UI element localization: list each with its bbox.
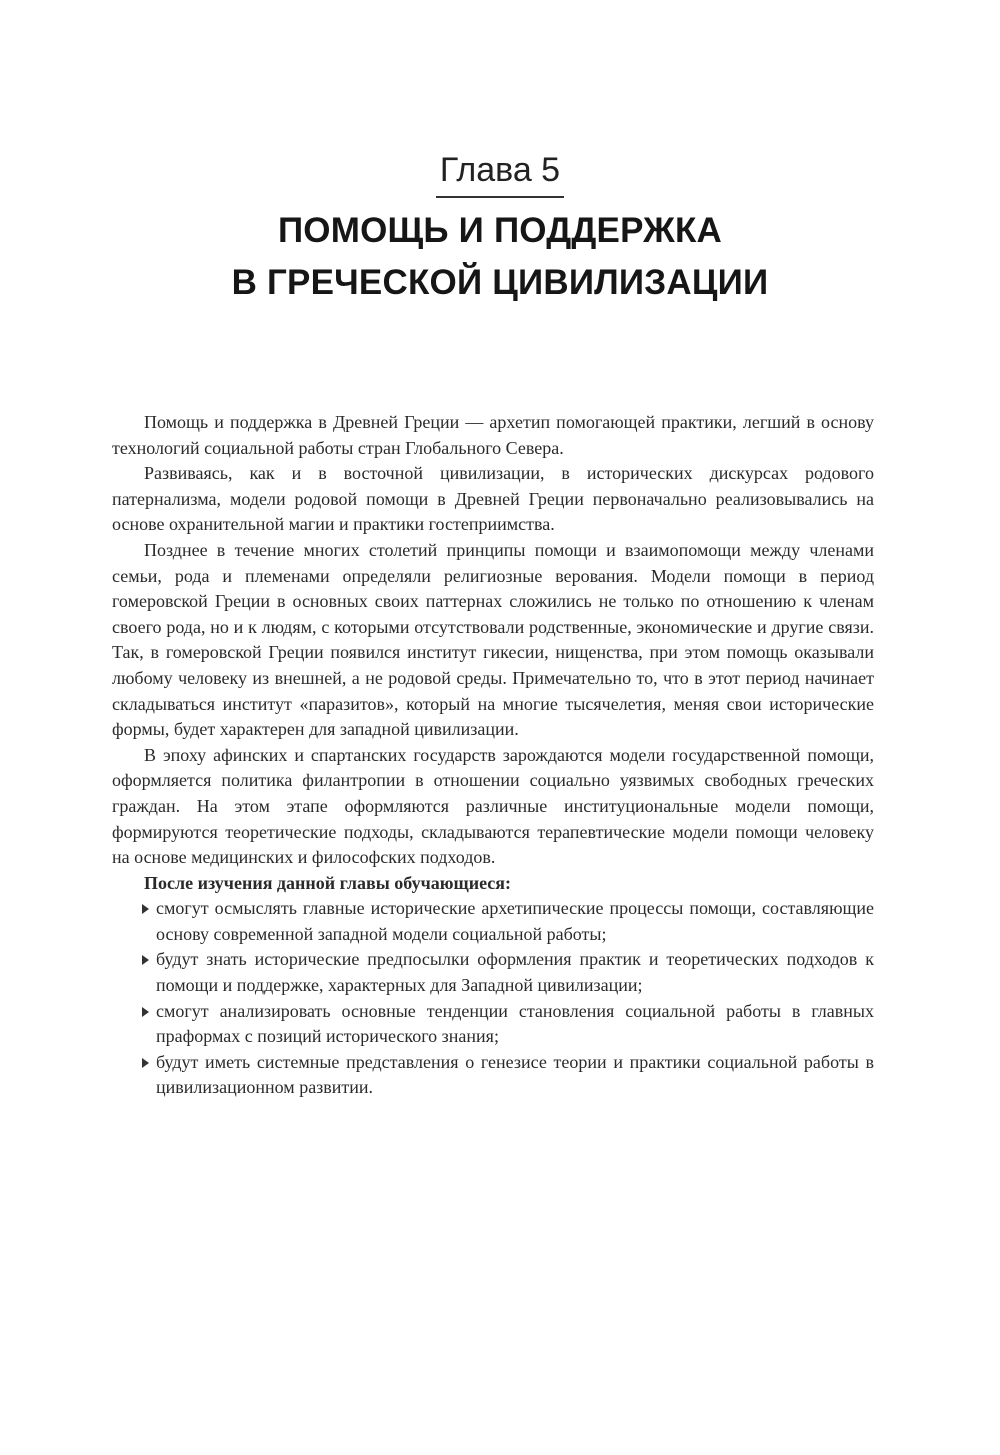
list-item-text: будут знать исторические предпосылки оформления практик и теоретических подходов к помощи и поддержке, характерных для Западной цивилизации; <box>156 949 874 996</box>
triangle-bullet-icon <box>142 904 149 914</box>
learning-outcomes-list <box>112 896 874 1101</box>
paragraph: В эпоху афинских и спартанских государств зарождаются модели государственной помощи, оформляется политика филантропии в отношении социально уязвимых свободных греческих граждан. На этом этапе оформляются различные институциональные модели помощи, формируются теоретические подходы, складываются терапевтические модели помощи человеку на основе медицинских и философских подходов. <box>112 744 874 868</box>
triangle-bullet-icon <box>142 955 149 965</box>
chapter-title <box>0 205 1000 309</box>
triangle-bullet-icon <box>142 1007 149 1017</box>
list-item <box>112 947 874 998</box>
list-item-text: будут иметь системные представления о генезисе теории и практики социальной работы в цивилизационном развитии. <box>156 1051 874 1098</box>
list-item <box>112 896 874 947</box>
list-item <box>112 1050 874 1101</box>
paragraph: Помощь и поддержка в Древней Греции — архетип помогающей практики, легший в основу технологий социальной работы стран Глобального Севера. <box>112 412 874 458</box>
chapter-label <box>0 150 1000 198</box>
list-item-text: смогут осмыслять главные исторические архетипические процессы помощи, составляющие основу современной западной модели социальной работы; <box>156 898 874 944</box>
triangle-bullet-icon <box>142 1058 149 1068</box>
chapter-number: Глава 5 <box>436 150 564 198</box>
list-item <box>112 999 874 1050</box>
learning-outcomes-lead: После изучения данной главы обучающиеся: <box>144 872 511 893</box>
paragraph: Позднее в течение многих столетий принципы помощи и взаимопомощи между членами семьи, рода и племенами определяли религиозные верования. Модели помощи в период гомеровской Греции в основных своих паттернах сложились не только по отношению к членам своего рода, но и к людям, с которыми отсутствовали родственные, экономические и другие связи. Так, в гомеровской Греции появился институт гикесии, нищенства, при этом помощь оказывали любому человеку из внешней, а не родовой среды. Примечательно то, что в этот период начинает складываться институт «паразитов», который на многие тысячелетия, меняя свои исторические формы, будет характерен для западной цивилизации. <box>112 539 874 740</box>
list-item-text: смогут анализировать основные тенденции становления социальной работы в главных праформах с позиций исторического знания; <box>156 1000 874 1047</box>
chapter-title-line-2: В ГРЕЧЕСКОЙ ЦИВИЛИЗАЦИИ <box>231 263 769 302</box>
chapter-title-line-1: ПОМОЩЬ И ПОДДЕРЖКА <box>277 211 723 250</box>
paragraph: Развиваясь, как и в восточной цивилизации, в исторических дискурсах родового патернализма, модели родовой помощи в Древней Греции первоначально реализовывались на основе охранительной магии и практики гостеприимства. <box>112 463 874 535</box>
chapter-body <box>112 410 874 1101</box>
